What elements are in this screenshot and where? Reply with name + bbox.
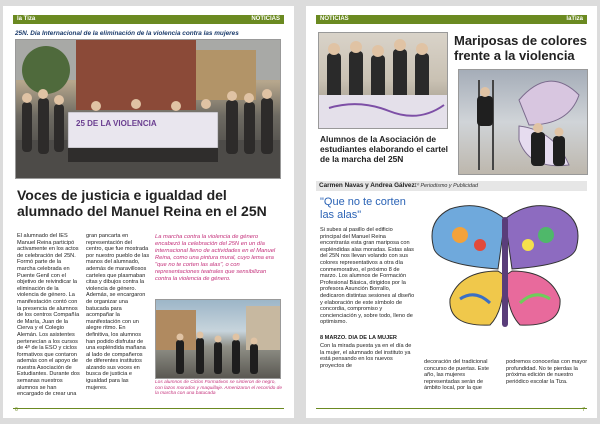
butterfly-photo	[420, 199, 590, 335]
left-header-section: NOTICIAS	[251, 16, 280, 22]
left-header-brand: la Tiza	[17, 16, 36, 22]
right-header-bar	[316, 15, 587, 24]
march-photo-illustration	[16, 40, 281, 179]
right-footer-rule	[316, 408, 587, 409]
left-footer-rule	[13, 408, 284, 409]
right-column-1: Si subes al pasillo del edificio principal del Manuel Reina encontrarás esta gran mariposa con espléndidas alas moradas. Estas alas del 25N nos llevan volando con sus colores representativos a otra día conmemorativo, el próximo 8 de marzo. Los alumnos de Formación Profesional Básica, dirigidos por la profesora Asunción Borrallo, dedicaron distintas sesiones al diseño y elaboración de este símbolo de concordia, compromiso y concienciación y, sobre todo, lleno de optimismo.	[320, 227, 415, 326]
right-header-brand: laTiza	[566, 16, 583, 22]
left-column-1: El alumnado del IES Manuel Reina participó activamente en los actos de celebración del 25N. Formó parte de la marcha celebrada en Puente Genil con el objetivo de reivindicar la eliminación de la violencia de género. La manifestación contó con la presencia de alumnos de los centros Compañía de María, Juan de la Cierva y el Colegio Alemán. Los asistentes pertenecían a los cursos de 4º de la ESO y ciclos formativos que contaron además con el apoyo de nuestra Asociación de Estudiantes. Durante dos semanas nuestros alumnos se han encargado de crear una	[17, 233, 80, 398]
left-page-number: 6	[15, 407, 18, 413]
batucada-caption: Los alumnos de Ciclos Formativos se sintieron de negro, con lazos morados y maquillaje. Amenizaron el recorrido de la marcha con una batucada	[155, 380, 283, 397]
left-column-2: gran pancarta en representación del centro, que fue mostrada por nuestro pueblo de las manos del alumnado, además de maravillosos carteles que plasmaban citas y dibujos contra la violencia de género. Además, se encargaron de organizar una batucada para acompañar la manifestación con un alegre ritmo. En definitiva, los alumnos han podido disfrutar de una espléndida mañana al lado de compañeros de diferentes institutos alzando sus voces en busca de justicia e igualdad para las mujeres.	[86, 233, 150, 391]
right-headline: Mariposas de colores frente a la violencia	[454, 33, 587, 63]
students-caption: Alumnos de la Asociación de estudiantes elaborando el cartel de la marcha del 25N	[320, 134, 448, 164]
banner-text: 25 DE LA VIOLENCIA	[76, 119, 157, 128]
students-photo	[318, 32, 448, 129]
march-photo	[15, 39, 281, 179]
right-column-2: decoración del tradicional concurso de puertas. Este año, las mujeres representadas serán de ámbito local, por la que	[424, 359, 489, 392]
students-photo-illustration	[319, 33, 448, 129]
right-page	[306, 6, 597, 418]
right-subhead: 8 MARZO. DÍA DE LA MUJER	[320, 335, 397, 341]
batucada-photo	[155, 299, 281, 379]
batucada-photo-illustration	[156, 300, 281, 379]
left-header-bar	[13, 15, 284, 24]
right-column-3: podremos conocerlas con mayor profundidad. No te pierdas la próxima edición de nuestro periódico escolar la Tiza.	[506, 359, 588, 385]
right-header-section: NOTICIAS	[320, 16, 349, 22]
byline-course: 1º Periodismo y Publicidad	[414, 182, 478, 189]
painting-photo	[458, 69, 588, 175]
quote-title: "Que no te corten las alas"	[320, 196, 406, 221]
right-page-number: 7	[582, 407, 585, 413]
left-page	[3, 6, 294, 418]
left-headline: Voces de justicia e igualdad del alumnado del Manuel Reina en el 25N	[17, 187, 267, 219]
right-column-1b: Con la mirada puesta ya en el día de la mujer, el alumnado del instituto ya está pensando en los nuevos proyectos de	[320, 343, 412, 369]
byline-bar	[316, 181, 587, 191]
butterfly-illustration	[420, 199, 590, 335]
left-top-caption: 25N. Día Internacional de la eliminación de la violencia contra las mujeres	[15, 30, 239, 37]
painting-photo-illustration	[459, 70, 588, 175]
byline-authors: Carmen Navas y Andrea Gálvez	[319, 182, 415, 189]
left-pull-quote: La marcha contra la violencia de género encabezó la celebración del 25N en un día internacional lleno de actividades en el Manuel Reina, como una pintura mural, cuyo lema era "que no te corten las alas", o con representaciones teatrales que sensibilizan contra la violencia de género.	[155, 234, 276, 282]
